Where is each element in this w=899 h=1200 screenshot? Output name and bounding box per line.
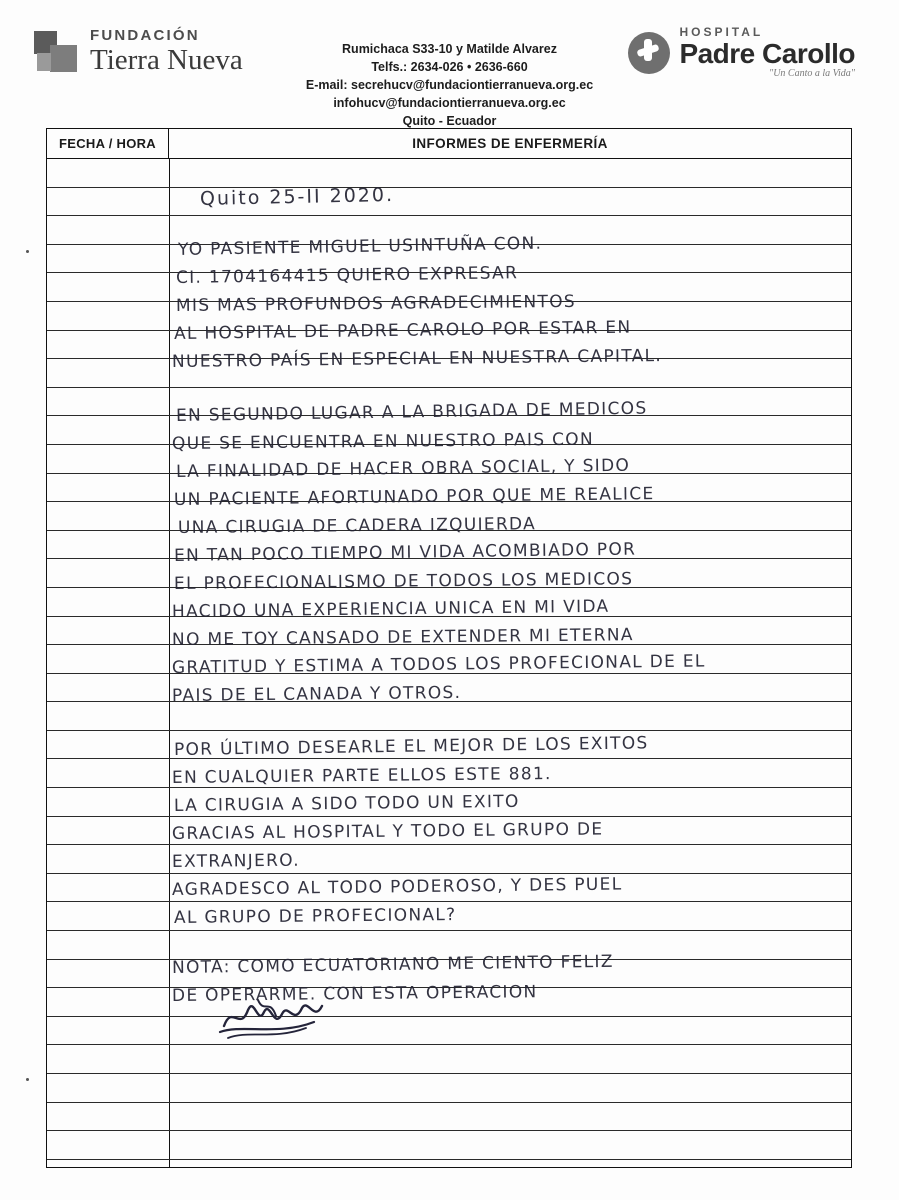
table-row <box>47 1045 851 1074</box>
handwritten-line: PAIS DE EL CANADA Y OTROS. <box>171 682 462 706</box>
foundation-logo <box>34 28 243 76</box>
table-row <box>47 988 851 1017</box>
handwritten-line: NOTA: COMO ECUATORIANO ME CIENTO FELIZ <box>171 951 614 978</box>
contact-address: Rumichaca S33-10 y Matilde Alvarez <box>342 42 557 56</box>
table-row <box>47 1017 851 1046</box>
document-header <box>0 18 899 128</box>
table-row <box>47 245 851 274</box>
table-body <box>47 159 851 1167</box>
hospital-cross-icon <box>628 32 670 74</box>
contact-phones: Telfs.: 2634-026 • 2636-660 <box>371 60 528 74</box>
handwritten-line: EN CUALQUIER PARTE ELLOS ESTE 881. <box>171 764 552 788</box>
handwritten-line: CI. 1704164415 QUIERO EXPRESAR <box>175 263 519 288</box>
table-row <box>47 559 851 588</box>
table-row <box>47 159 851 188</box>
table-row <box>47 845 851 874</box>
table-row <box>47 874 851 903</box>
table-row <box>47 1131 851 1160</box>
handwritten-line: EL PROFECIONALISMO DE TODOS LOS MEDICOS <box>173 569 634 594</box>
table-row <box>47 931 851 960</box>
table-row <box>47 1074 851 1103</box>
table-row <box>47 273 851 302</box>
table-header-row <box>47 129 851 159</box>
table-row <box>47 416 851 445</box>
table-row <box>47 188 851 217</box>
table-row <box>47 759 851 788</box>
table-row <box>47 960 851 989</box>
table-row <box>47 216 851 245</box>
table-row <box>47 902 851 931</box>
handwritten-line: LA CIRUGIA A SIDO TODO UN EXITO <box>173 791 520 816</box>
handwritten-line: NUESTRO PAÍS EN ESPECIAL EN NUESTRA CAPITAL. <box>171 346 663 372</box>
hospital-logo-tagline: "Un Canto a la Vida" <box>769 68 855 79</box>
handwritten-line: GRATITUD Y ESTIMA A TODOS LOS PROFECIONAL DE EL <box>171 651 706 678</box>
handwritten-line: AL GRUPO DE PROFECIONAL? <box>173 905 457 928</box>
nursing-report-table <box>46 128 852 1168</box>
table-row <box>47 702 851 731</box>
table-row <box>47 645 851 674</box>
handwritten-line: EN SEGUNDO LUGAR A LA BRIGADA DE MEDICOS <box>175 398 648 426</box>
handwritten-line: POR ÚLTIMO DESEARLE EL MEJOR DE LOS EXITOS <box>173 733 649 760</box>
handwritten-line: QUE SE ENCUENTRA EN NUESTRO PAIS CON <box>171 429 595 454</box>
hospital-logo-line1: HOSPITAL <box>679 25 764 39</box>
foundation-logo-icon <box>34 29 80 75</box>
handwritten-line: HACIDO UNA EXPERIENCIA UNICA EN MI VIDA <box>171 596 610 622</box>
table-row <box>47 1160 851 1189</box>
table-row <box>47 674 851 703</box>
margin-speck <box>26 1078 29 1081</box>
handwritten-line: NO ME TOY CANSADO DE EXTENDER MI ETERNA <box>171 625 634 650</box>
table-row <box>47 588 851 617</box>
contact-email-1: E-mail: secrehucv@fundaciontierranueva.org.ec <box>305 78 594 92</box>
column-header-date: FECHA / HORA <box>47 129 169 158</box>
table-row <box>47 302 851 331</box>
table-row <box>47 531 851 560</box>
contact-block <box>285 40 615 130</box>
table-row <box>47 788 851 817</box>
foundation-logo-line2: Tierra Nueva <box>90 44 243 76</box>
foundation-logo-line1: FUNDACIÓN <box>90 27 200 44</box>
column-header-report: INFORMES DE ENFERMERÍA <box>412 136 608 151</box>
table-row <box>47 359 851 388</box>
table-row <box>47 331 851 360</box>
handwritten-line: YO PASIENTE MIGUEL USINTUÑA CON. <box>177 233 543 260</box>
table-row <box>47 502 851 531</box>
margin-speck <box>26 250 29 253</box>
handwritten-line: EXTRANJERO. <box>171 850 301 872</box>
handwritten-line: AGRADESCO AL TODO PODEROSO, Y DES PUEL <box>171 874 623 900</box>
table-row <box>47 388 851 417</box>
handwritten-line: AL HOSPITAL DE PADRE CAROLO POR ESTAR EN <box>173 317 632 344</box>
handwritten-line: GRACIAS AL HOSPITAL Y TODO EL GRUPO DE <box>171 819 604 844</box>
contact-city: Quito - Ecuador <box>402 114 497 128</box>
hospital-logo <box>628 26 855 80</box>
handwritten-line: UNA CIRUGIA DE CADERA IZQUIERDA <box>177 514 537 538</box>
handwritten-line: Quito 25-II 2020. <box>199 183 395 210</box>
contact-email-2: infohucv@fundaciontierranueva.org.ec <box>333 96 566 110</box>
table-row <box>47 817 851 846</box>
table-row <box>47 731 851 760</box>
table-row <box>47 445 851 474</box>
hospital-logo-line2: Padre Carollo <box>679 38 855 69</box>
table-row <box>47 1103 851 1132</box>
handwritten-line: DE OPERARME. CON ESTA OPERACION <box>171 982 538 1006</box>
handwritten-line: MIS MAS PROFUNDOS AGRADECIMIENTOS <box>175 291 577 316</box>
handwritten-line: EN TAN POCO TIEMPO MI VIDA ACOMBIADO POR <box>173 539 637 566</box>
handwritten-line: LA FINALIDAD DE HACER OBRA SOCIAL, Y SIDO <box>175 455 631 482</box>
table-row <box>47 617 851 646</box>
handwritten-line: UN PACIENTE AFORTUNADO POR QUE ME REALICE <box>173 484 655 510</box>
table-row <box>47 474 851 503</box>
